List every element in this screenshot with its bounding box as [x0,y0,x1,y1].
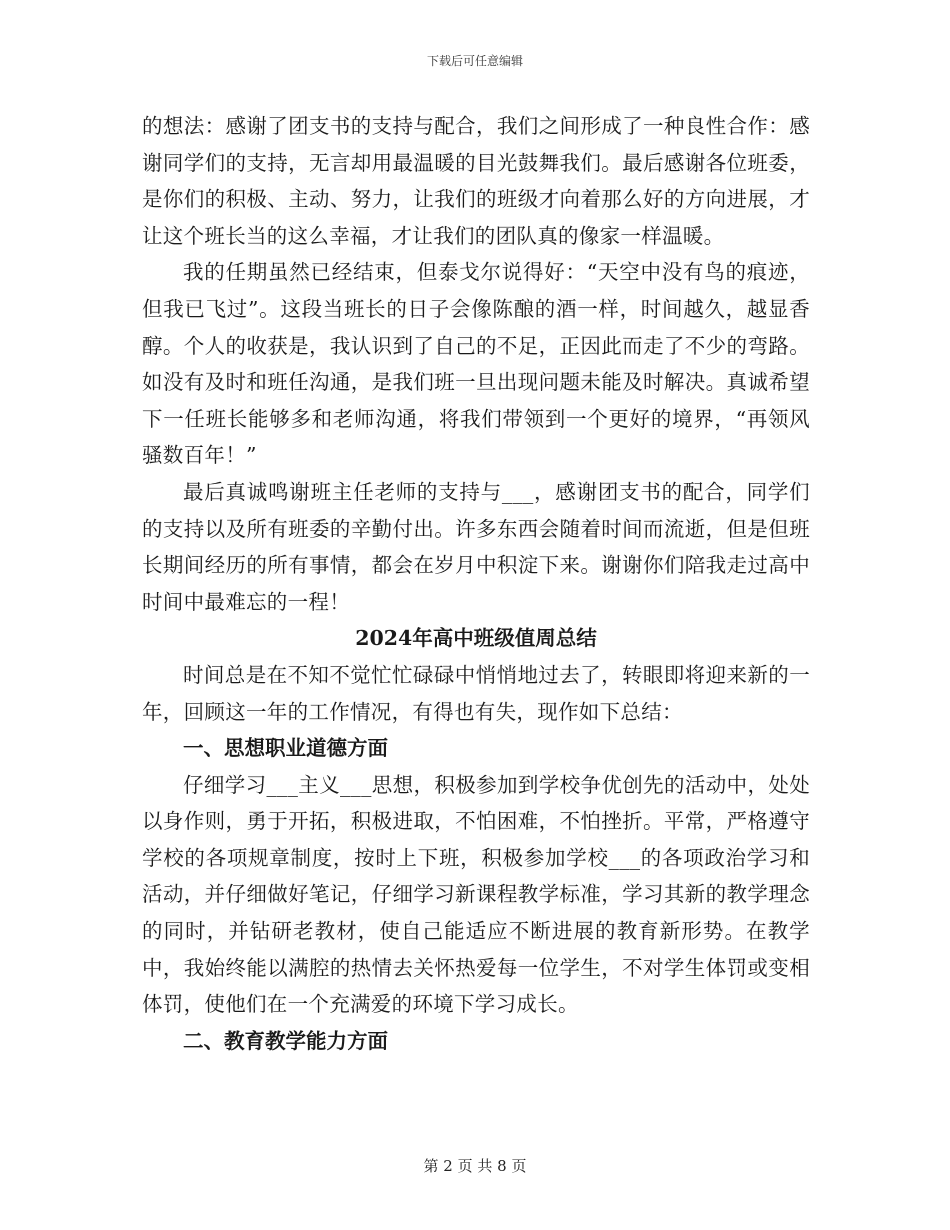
paragraph-final-thanks: 最后真诚鸣谢班主任老师的支持与___，感谢团支书的配合，同学们的支持以及所有班委的辛勤付出。许多东西会随着时间而流逝，但是但班长期间经历的所有事情，都会在岁月中积淀下来。谢谢你们陪我走过高中时间中最难忘的一程！ [142,479,810,614]
paragraph-term-reflection: 我的任期虽然已经结束，但泰戈尔说得好：“天空中没有鸟的痕迹，但我已飞过”。这段当班长的日子会像陈酿的酒一样，时间越久，越显香醇。个人的收获是，我认识到了自己的不足，正因此而走了不少的弯路。如没有及时和班任沟通，是我们班一旦出现问题未能及时解决。真诚希望下一任班长能够多和老师沟通，将我们带领到一个更好的境界，“再领风骚数百年！” [142,260,810,468]
section-heading-teaching: 二、教育教学能力方面 [183,1028,388,1053]
paragraph-intro: 时间总是在不知不觉忙忙碌碌中悄悄地过去了，转眼即将迎来新的一年，回顾这一年的工作情况，有得也有失，现作如下总结： [142,662,810,724]
paragraph-ethics-body: 仔细学习___主义___思想，积极参加到学校争优创先的活动中，处处以身作则，勇于开拓，积极进取，不怕困难，不怕挫折。平常，严格遵守学校的各项规章制度，按时上下班，积极参加学校___的各项政治学习和活动，并仔细做好笔记，仔细学习新课程教学标准，学习其新的教学理念的同时，并钻研老教材，使自己能适应不断进展的教育新形势。在教学中，我始终能以满腔的热情去关怀热爱每一位学生，不对学生体罚或变相体罚，使他们在一个充满爱的环境下学习成长。 [142,772,810,1017]
document-body [142,108,810,1059]
section-heading-ethics: 一、思想职业道德方面 [183,736,388,761]
paragraph-thanks-continued: 的想法：感谢了团支书的支持与配合，我们之间形成了一种良性合作：感谢同学们的支持，无言却用最温暖的目光鼓舞我们。最后感谢各位班委，是你们的积极、主动、努力，让我们的班级才向着那么好的方向进展，才让这个班长当的这么幸福，才让我们的团队真的像家一样温暖。 [142,114,810,248]
page-header: 下载后可任意编辑 [426,54,523,68]
page-number: 第 2 页 共 8 页 [423,1157,527,1175]
document-title: 2024年高中班级值周总结 [355,626,597,651]
